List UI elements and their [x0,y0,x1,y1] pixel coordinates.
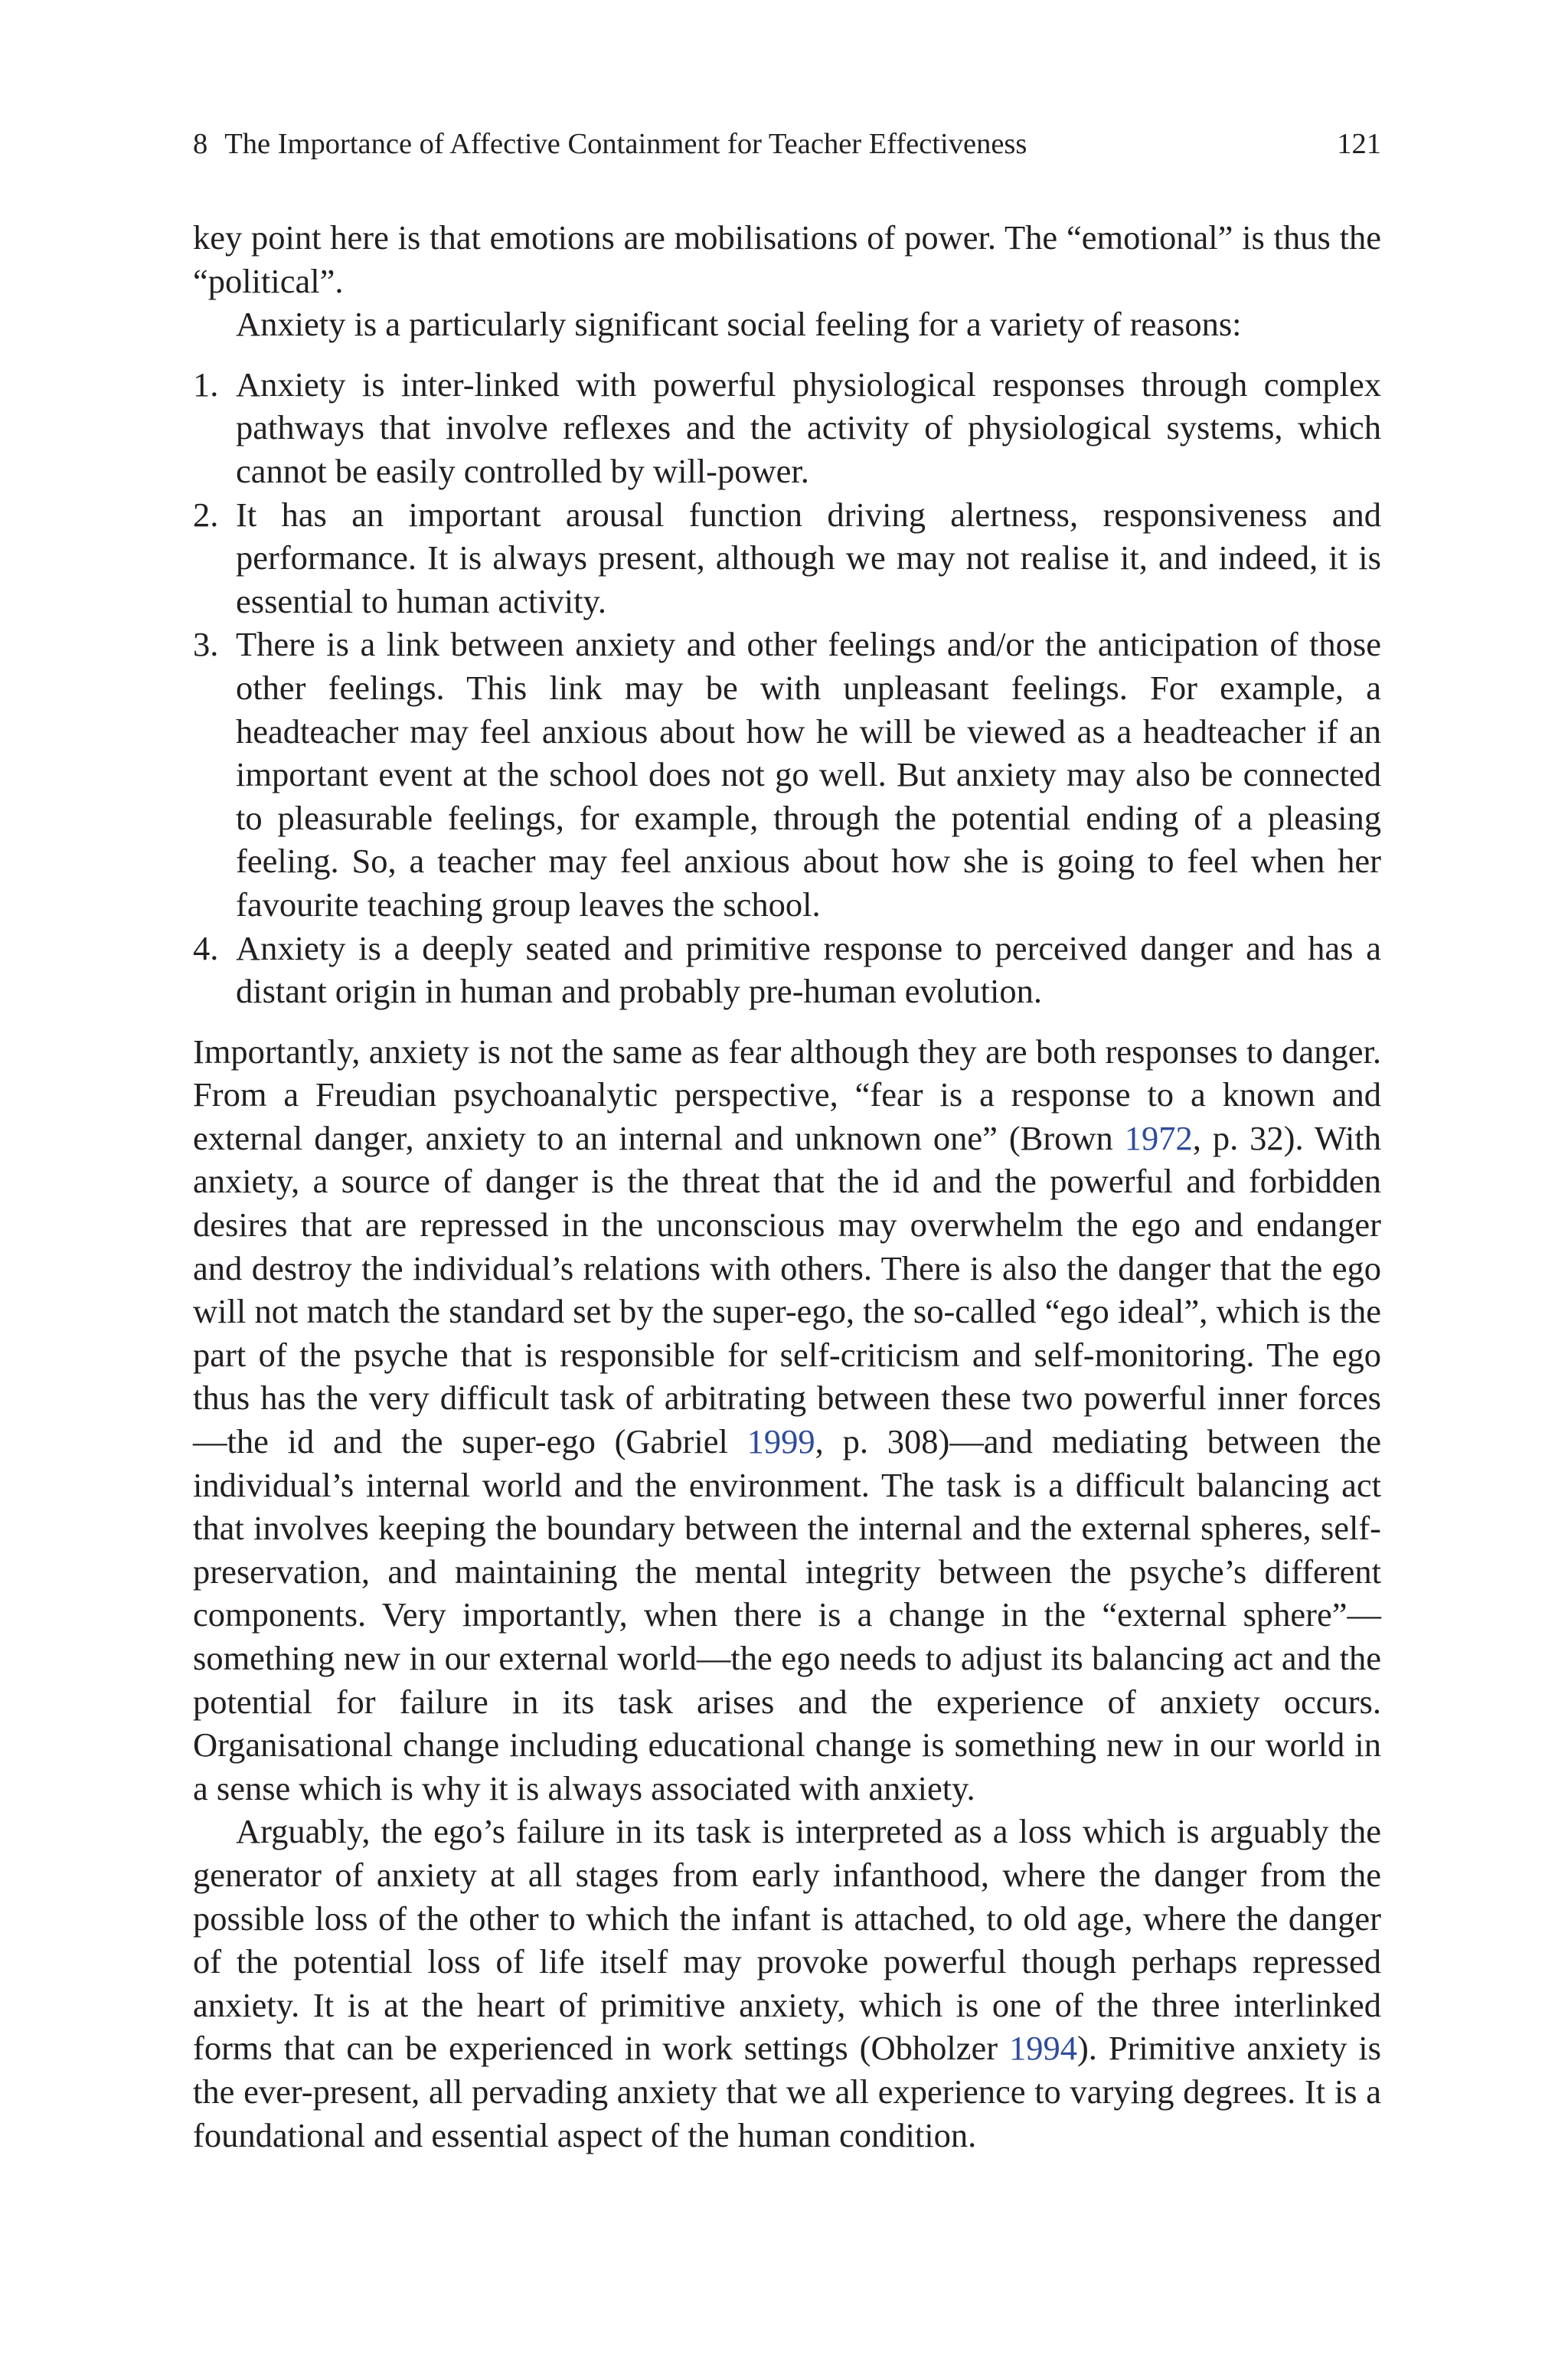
paragraph-text: , p. 308)—and mediating between the individual’s internal world and the environment. The task is a difficult balancing act that involves keeping the boundary between the internal and the external spheres, self-preservation, and maintaining the mental integrity between the psyche’s different components. Very importantly, when there is a change in the “external sphere”—something new in our external world—the ego needs to adjust its balancing act and the potential for failure in its task arises and the experience of anxiety occurs. Organisational change including educational change is something new in our world in a sense which is why it is always associated with anxiety. [193,1422,1381,1807]
paragraph-list-intro: Anxiety is a particularly significant social feeling for a variety of reasons: [236,305,1242,344]
paragraph-text: Arguably, the ego’s failure in its task is interpreted as a loss which is arguably the generator of anxiety at all stages from early infanthood, where the danger from the possible loss of the other to which the infant is attached, to old age, where the danger of the potential loss of life itself may provoke powerful though perhaps repressed anxiety. It is at the heart of primitive anxiety, which is one of the three interlinked forms that can be experienced in work settings (Obholzer [193,1812,1381,2068]
book-page [193,123,1381,2157]
numbered-list [193,363,1381,1013]
list-item-number: 4. [193,928,219,967]
list-item [193,927,1381,1013]
list-item-number: 2. [193,495,219,534]
list-item-text: Anxiety is inter-linked with powerful physiological responses through complex pathways that involve reflexes and the activity of physiological systems, which cannot be easily controlled by will-power. [236,365,1381,490]
running-head-left [193,123,1027,165]
list-item-text: It has an important arousal function driving alertness, responsiveness and performance. It is always present, although we may not realise it, and indeed, it is essential to human activity. [236,495,1381,620]
paragraph-text: Importantly, anxiety is not the same as fear although they are both responses to danger. From a Freudian psychoanalytic perspective, “fear is a response to a known and external danger, anxiety to an internal and unknown one” (Brown [193,1032,1381,1157]
paragraph-continued: key point here is that emotions are mobilisations of power. The “emotional” is thus the “political”. [193,218,1381,300]
list-item [193,493,1381,623]
citation-link-obholzer-1994[interactable]: 1994 [1008,2029,1077,2068]
list-item-text: There is a link between anxiety and other feelings and/or the anticipation of those other feelings. This link may be with unpleasant feelings. For example, a headteacher may feel anxious about how he will be viewed as a headteacher if an important event at the school does not go well. But anxiety may also be connected to pleasurable feelings, for example, through the potential ending of a pleasing feeling. So, a teacher may feel anxious about how she is going to feel when her favourite teaching group leaves the school. [236,625,1381,924]
page-number: 121 [1337,128,1381,160]
paragraph-text: , p. 32). With anxiety, a source of danger is the threat that the id and the powerful and forbidden desires that are repressed in the unconscious may overwhelm the ego and endanger and destroy the individual’s relations with others. There is also the danger that the ego will not match the standard set by the super-ego, the so-called “ego ideal”, which is the part of the psyche that is responsible for self-criticism and self-monitoring. The ego thus has the very difficult task of arbitrating between these two powerful inner forces—the id and the super-ego (Gabriel [193,1118,1381,1461]
list-item-number: 3. [193,625,219,664]
list-item-number: 1. [193,365,219,404]
citation-link-brown-1972[interactable]: 1972 [1124,1118,1193,1157]
citation-link-gabriel-1999[interactable]: 1999 [746,1422,815,1461]
chapter-title: The Importance of Affective Containment for Teacher Effectiveness [224,128,1027,160]
list-item [193,623,1381,926]
paragraph-anxiety-vs-fear [193,1030,1381,1810]
chapter-number: 8 [193,128,208,160]
running-head [193,123,1381,165]
paragraph-primitive-anxiety [193,1810,1381,2157]
body-text [193,216,1381,2157]
list-item [193,363,1381,493]
paragraph-text: ). Primitive anxiety is the ever-present, all pervading anxiety that we all experience to varying degrees. It is a foundational and essential aspect of the human condition. [193,2029,1381,2154]
list-item-text: Anxiety is a deeply seated and primitive response to perceived danger and has a distant origin in human and probably pre-human evolution. [236,928,1381,1011]
